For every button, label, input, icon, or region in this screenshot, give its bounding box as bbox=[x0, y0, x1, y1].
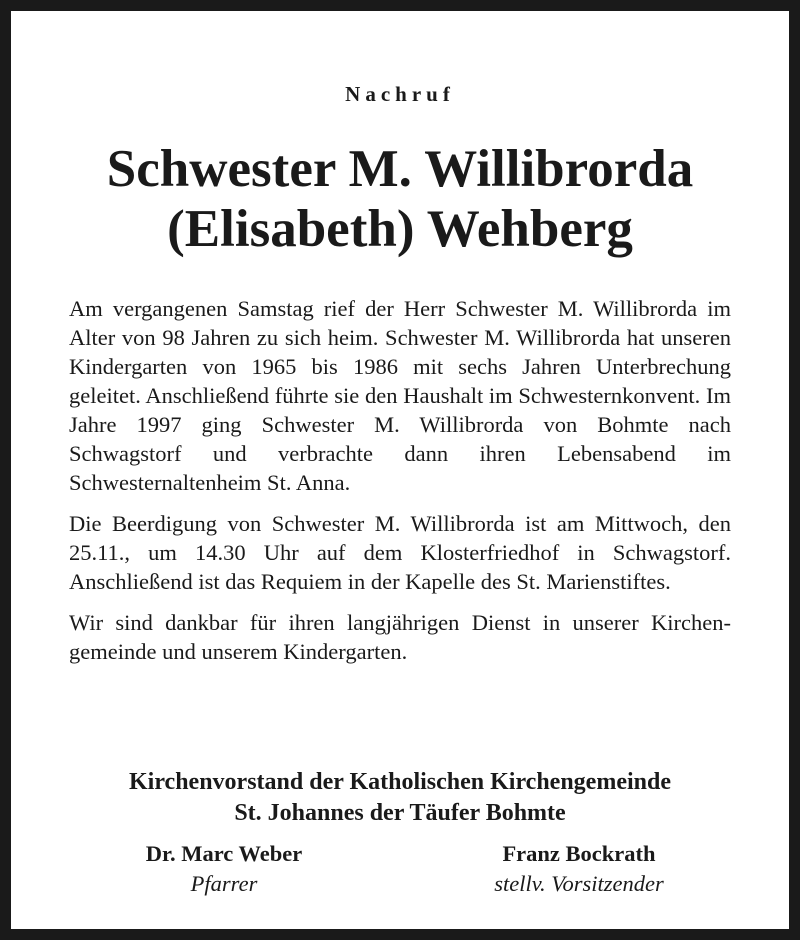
paragraph-life: Am vergangenen Samstag rief der Herr Schwester M. Willibrorda im Alter von 98 Jahren zu sich heim. Schwester M. Willibrorda hat unseren Kindergarten von 1965 bis 1986 mit sechs Jahren Unterbrechung geleitet. Anschließend führte sie den Haushalt im Schwesternkonvent. Im Jahre 1997 ging Schwester M. Willibrorda von Bohmte nach Schwagstorf und verbrachte dann ihren Lebensabend im Schwesternaltenheim St. Anna. bbox=[69, 296, 731, 495]
signatory-name: Dr. Marc Weber bbox=[145, 841, 303, 866]
paragraph-funeral: Die Beerdigung von Schwester M. Willibrorda ist am Mittwoch, den 25.11., um 14.30 Uhr auf dem Klosterfriedhof in Schwagstorf. Anschließend ist das Requiem in der Kapelle des St. Marienstiftes. bbox=[69, 511, 731, 594]
paragraph-gratitude: Wir sind dankbar für ihren langjährigen Dienst in unserer Kirchengemeinde und unserem Kindergarten. bbox=[69, 610, 731, 664]
deceased-name-line1: Schwester M. Willibrorda bbox=[106, 140, 694, 198]
signatory-pastor bbox=[94, 839, 354, 899]
organization-line2: St. Johannes der Täufer Bohmte bbox=[234, 800, 566, 826]
signatories bbox=[69, 839, 731, 903]
signatory-role: Pfarrer bbox=[190, 871, 258, 896]
signatory-role: stellv. Vorsitzender bbox=[494, 871, 664, 896]
deceased-name bbox=[59, 139, 741, 259]
deceased-name-line2: (Elisabeth) Wehberg bbox=[167, 200, 633, 258]
signing-organization bbox=[59, 767, 741, 829]
organization-line1: Kirchenvorstand der Katholischen Kirchengemeinde bbox=[128, 769, 671, 795]
signatory-deputy-chair bbox=[449, 839, 709, 899]
obituary-kicker: Nachruf bbox=[345, 82, 455, 106]
obituary-body bbox=[69, 294, 731, 678]
signatory-name: Franz Bockrath bbox=[502, 841, 656, 866]
